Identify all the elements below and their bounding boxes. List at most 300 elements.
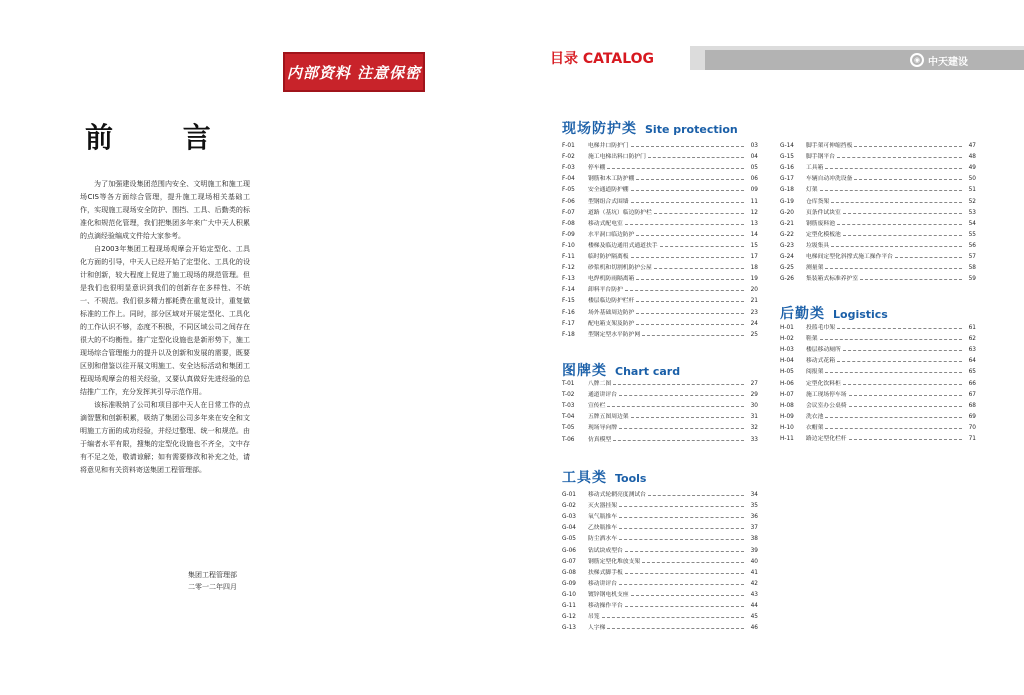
toc-leader-dots <box>837 328 962 329</box>
toc-entry-code: F-05 <box>562 187 575 194</box>
toc-entry[interactable] <box>562 193 758 204</box>
toc-entry[interactable] <box>780 431 976 442</box>
toc-entry-code: G-03 <box>562 514 576 521</box>
toc-leader-dots <box>849 439 962 440</box>
toc-entry-name: 氧气瓶推车 <box>588 514 617 521</box>
toc-entry-code: H-04 <box>780 358 794 365</box>
toc-entry-name: 移动式花箱 <box>806 358 835 365</box>
toc-leader-dots <box>837 157 962 158</box>
toc-leader-dots <box>619 584 744 585</box>
toc-entry-page: 23 <box>750 309 758 316</box>
toc-entry-name: 电焊机防雨隔离箱 <box>588 276 635 283</box>
section-title-cn: 现场防护类 <box>562 121 637 137</box>
toc-entry[interactable] <box>562 498 758 509</box>
toc-entry[interactable] <box>780 420 976 431</box>
toc-entry-name: 通道讲评台 <box>588 392 617 399</box>
toc-entry-name: 场外基础周边防护 <box>588 309 635 316</box>
toc-entry-name: 五牌五图周边架 <box>588 414 629 421</box>
toc-leader-dots <box>843 235 962 236</box>
toc-entry-name: 页条件试块室 <box>806 209 841 216</box>
toc-entry-page: 71 <box>968 436 976 443</box>
toc-entry[interactable] <box>562 260 758 271</box>
header-band-dark <box>705 50 1024 70</box>
section-title-en: Site protection <box>645 123 738 136</box>
toc-entry-name: 钢筋废料池 <box>806 220 835 227</box>
toc-entry-code: G-15 <box>780 154 794 161</box>
toc-entry-code: H-11 <box>780 436 794 443</box>
toc-entry[interactable] <box>562 587 758 598</box>
toc-entry-name: 定型化饮料柜 <box>806 380 841 387</box>
toc-entry[interactable] <box>780 193 976 204</box>
toc-entry-name: 卸料平台防护 <box>588 287 623 294</box>
toc-entry[interactable] <box>562 249 758 260</box>
toc-entry-name: 宣传栏 <box>588 403 606 410</box>
toc-entry-name: 脚手钢平台 <box>806 154 835 161</box>
toc-entry[interactable] <box>562 542 758 553</box>
section-title-en: Chart card <box>615 365 681 378</box>
toc-leader-dots <box>625 551 744 552</box>
toc-entry-page: 49 <box>968 165 976 172</box>
toc-entry-page: 53 <box>968 209 976 216</box>
toc-entry[interactable] <box>562 227 758 238</box>
toc-entry[interactable] <box>780 238 976 249</box>
toc-entry-page: 56 <box>968 242 976 249</box>
toc-entry[interactable] <box>562 409 758 420</box>
toc-entry-page: 38 <box>750 536 758 543</box>
toc-entry[interactable] <box>562 398 758 409</box>
toc-entry-name: 水平洞口临边防护 <box>588 231 635 238</box>
toc-entry-code: G-10 <box>562 591 576 598</box>
toc-entry[interactable] <box>780 149 976 160</box>
toc-entry-code: F-06 <box>562 198 575 205</box>
signature-date: 二零一二年四月 <box>188 583 237 591</box>
toc-entry[interactable] <box>562 554 758 565</box>
toc-entry-code: G-17 <box>780 176 794 183</box>
toc-leader-dots <box>843 384 962 385</box>
toc-leader-dots <box>849 395 962 396</box>
toc-entry-code: T-06 <box>562 436 575 443</box>
toc-entry-name: 钢筋定型化堆放支架 <box>588 558 641 565</box>
toc-entry-name: 配电箱支架及防护 <box>588 320 635 327</box>
toc-entry-page: 58 <box>968 265 976 272</box>
preface-paragraph: 自2003年集团工程现场观摩会开始定型化、工具化方面的引导，中天人已经开始了定型化、工具化的设计和创新，较大程度上促进了施工现场的规范管理。但是我们也很明显意识到我们的创新存在多样性、不统一、不规范。我们很多精力都耗费在重复设计，重复做标准的工作上。同时，部分区域对开展定型化、工具化的工作认识不够，态度不积极，不同区域公司之间存在很大的不均衡性。推广定型化设施也是新形势下，施工现场综合管理能力的提升以及创新和发展的需要，既要区别和借鉴以往开展文明施工、安全达标活动和集团工程现场观摩会的相关经验，又要认真做好先进经验的总结推广工作，充分发挥其引导示范作用。 <box>80 245 250 396</box>
toc-entry[interactable] <box>562 420 758 431</box>
toc-entry[interactable] <box>780 331 976 342</box>
toc-entry-code: T-05 <box>562 425 575 432</box>
toc-leader-dots <box>654 213 744 214</box>
toc-entry-code: T-01 <box>562 381 575 388</box>
toc-entry-name: 灯架 <box>806 187 818 194</box>
toc-entry-name: 楼层移动厕所 <box>806 347 841 354</box>
toc-leader-dots <box>854 179 962 180</box>
toc-entry-name: 吊笼 <box>588 614 600 621</box>
toc-entry-name: 定型化模板池 <box>806 231 841 238</box>
toc-entry[interactable] <box>780 353 976 364</box>
toc-entry-page: 25 <box>750 331 758 338</box>
toc-entry[interactable] <box>780 260 976 271</box>
toc-entry-code: G-21 <box>780 220 794 227</box>
toc-leader-dots <box>619 506 744 507</box>
toc-entry-page: 42 <box>750 580 758 587</box>
toc-entry-page: 30 <box>750 403 758 410</box>
toc-entry-code: F-17 <box>562 320 575 327</box>
toc-entry[interactable] <box>562 171 758 182</box>
toc-entry-name: 停车棚 <box>588 165 606 172</box>
toc-entry-code: G-24 <box>780 254 794 261</box>
toc-leader-dots <box>831 202 962 203</box>
toc-entry-page: 50 <box>968 176 976 183</box>
toc-entry-code: H-05 <box>780 369 794 376</box>
toc-entry-page: 12 <box>750 209 758 216</box>
toc-leader-dots <box>860 279 962 280</box>
toc-entry-page: 32 <box>750 425 758 432</box>
toc-entry[interactable] <box>562 216 758 227</box>
toc-leader-dots <box>837 361 962 362</box>
toc-entry[interactable] <box>562 149 758 160</box>
toc-leader-dots <box>642 562 744 563</box>
toc-entry[interactable] <box>562 316 758 327</box>
toc-entry-page: 46 <box>750 625 758 632</box>
toc-entry[interactable] <box>562 576 758 587</box>
toc-entry-name: 防尘洒水车 <box>588 536 617 543</box>
toc-entry[interactable] <box>562 620 758 631</box>
toc-entry-code: G-16 <box>780 165 794 172</box>
logo-icon: ◉ <box>910 53 924 67</box>
toc-entry-code: G-23 <box>780 242 794 249</box>
toc-entry-name: 八牌二图 <box>588 381 612 388</box>
toc-entry-page: 13 <box>750 220 758 227</box>
toc-entry-page: 62 <box>968 336 976 343</box>
toc-leader-dots <box>660 246 744 247</box>
toc-leader-dots <box>648 495 744 496</box>
toc-entry-page: 05 <box>750 165 758 172</box>
toc-entry-page: 09 <box>750 187 758 194</box>
toc-entry-name: 移动讲评台 <box>588 580 617 587</box>
company-logo <box>910 50 968 70</box>
toc-entry-code: F-11 <box>562 254 575 261</box>
section-title-cn: 工具类 <box>562 470 607 486</box>
toc-entry[interactable] <box>780 409 976 420</box>
toc-entry-name: 洗衣池 <box>806 413 824 420</box>
toc-entry-name: 垃圾集具 <box>806 242 830 249</box>
toc-entry-code: H-10 <box>780 424 794 431</box>
toc-entry[interactable] <box>780 182 976 193</box>
toc-entry-code: F-18 <box>562 331 575 338</box>
toc-entry-code: F-13 <box>562 276 575 283</box>
toc-entry-name: 工具箱 <box>806 165 824 172</box>
toc-entry-name: 投篮毛巾架 <box>806 325 835 332</box>
toc-leader-dots <box>613 384 744 385</box>
toc-entry[interactable] <box>780 387 976 398</box>
toc-entry-page: 57 <box>968 254 976 261</box>
toc-entry-name: 安全通道防护棚 <box>588 187 629 194</box>
section-site-protection <box>562 118 738 138</box>
toc-entry[interactable] <box>562 376 758 387</box>
toc-entry[interactable] <box>562 271 758 282</box>
toc-entry-name: 镀锌钢电机支座 <box>588 591 629 598</box>
toc-entry-name: 车辆自动冲洗设备 <box>806 176 853 183</box>
toc-leader-dots <box>625 606 744 607</box>
toc-leader-dots <box>820 339 962 340</box>
toc-entry-name: 钻试块成型台 <box>588 547 623 554</box>
toc-entry-name: 人字梯 <box>588 625 606 632</box>
toc-entry-page: 68 <box>968 402 976 409</box>
toc-leader-dots <box>642 335 744 336</box>
toc-entry-code: H-06 <box>780 380 794 387</box>
toc-entry-name: 鞋架 <box>806 336 818 343</box>
section-tools <box>562 467 646 487</box>
toc-leader-dots <box>607 628 744 629</box>
toc-entry-name: 灭火器挂架 <box>588 503 617 510</box>
toc-entry-name: 衣帽架 <box>806 424 824 431</box>
toc-leader-dots <box>843 213 962 214</box>
toc-entry[interactable] <box>562 520 758 531</box>
toc-entry-page: 43 <box>750 591 758 598</box>
toc-entry-page: 04 <box>750 154 758 161</box>
signature-department: 集团工程管理部 <box>188 571 237 579</box>
toc-leader-dots <box>825 168 962 169</box>
toc-entry[interactable] <box>562 160 758 171</box>
toc-leader-dots <box>631 417 744 418</box>
toc-entry[interactable] <box>562 609 758 620</box>
toc-entry-page: 19 <box>750 276 758 283</box>
toc-leader-dots <box>625 290 744 291</box>
toc-entry[interactable] <box>562 138 758 149</box>
toc-entry[interactable] <box>562 487 758 498</box>
toc-entry-code: G-20 <box>780 209 794 216</box>
toc-entry-page: 24 <box>750 320 758 327</box>
toc-leader-dots <box>631 595 744 596</box>
toc-leader-dots <box>625 573 744 574</box>
toc-entry[interactable] <box>562 282 758 293</box>
toc-entry-code: F-07 <box>562 209 575 216</box>
toc-entry-page: 17 <box>750 254 758 261</box>
toc-leader-dots <box>636 179 744 180</box>
toc-entry-code: F-02 <box>562 154 575 161</box>
toc-entry-page: 67 <box>968 391 976 398</box>
toc-leader-dots <box>607 406 744 407</box>
toc-entry-page: 20 <box>750 287 758 294</box>
toc-entry-page: 15 <box>750 242 758 249</box>
stamp-text: 内部资料 注意保密 <box>286 63 422 82</box>
toc-leader-dots <box>837 224 962 225</box>
toc-entry-page: 44 <box>750 603 758 610</box>
toc-entry-page: 36 <box>750 514 758 521</box>
toc-entry[interactable] <box>780 342 976 353</box>
toc-entry-name: 电梯井口防护门 <box>588 143 629 150</box>
toc-entry-code: H-03 <box>780 347 794 354</box>
toc-leader-dots <box>825 372 962 373</box>
toc-entry-page: 34 <box>750 492 758 499</box>
toc-entry-code: G-01 <box>562 492 576 499</box>
toc-entry-page: 69 <box>968 413 976 420</box>
toc-entry[interactable] <box>562 509 758 520</box>
toc-entry-name: 移动操作平台 <box>588 603 623 610</box>
toc-entry-page: 14 <box>750 231 758 238</box>
toc-entry-page: 41 <box>750 569 758 576</box>
toc-entry[interactable] <box>562 387 758 398</box>
toc-entry-name: 路边定型化栏杆 <box>806 436 847 443</box>
toc-leader-dots <box>619 528 744 529</box>
toc-leader-dots <box>825 268 962 269</box>
toc-entry[interactable] <box>780 398 976 409</box>
toc-leader-dots <box>895 257 962 258</box>
toc-leader-dots <box>631 202 744 203</box>
toc-entry-page: 70 <box>968 424 976 431</box>
toc-entry-name: 集装箱式标准养护室 <box>806 276 859 283</box>
toc-entry-page: 59 <box>968 276 976 283</box>
toc-entry-name: 钢筋和木工防护棚 <box>588 176 635 183</box>
toc-entry-name: 乙炔瓶推车 <box>588 525 617 532</box>
toc-entry[interactable] <box>562 293 758 304</box>
toc-entry-code: T-03 <box>562 403 575 410</box>
toc-entry-name: 移动式轮辋亮度测试台 <box>588 492 646 499</box>
toc-leader-dots <box>825 417 962 418</box>
toc-entry-code: G-05 <box>562 536 576 543</box>
toc-leader-dots <box>820 190 962 191</box>
toc-entry-code: G-25 <box>780 265 794 272</box>
toc-entry[interactable] <box>562 182 758 193</box>
toc-entry[interactable] <box>780 320 976 331</box>
toc-entry[interactable] <box>780 227 976 238</box>
toc-entry-page: 48 <box>968 154 976 161</box>
toc-entry-name: 砂浆机和切割机防护公屋 <box>588 265 652 272</box>
toc-entry-page: 18 <box>750 265 758 272</box>
toc-entry-page: 54 <box>968 220 976 227</box>
toc-entry[interactable] <box>562 565 758 576</box>
toc-leader-dots <box>625 224 744 225</box>
toc-leader-dots <box>602 617 744 618</box>
toc-leader-dots <box>607 168 744 169</box>
toc-entry[interactable] <box>780 249 976 260</box>
toc-entry-page: 64 <box>968 358 976 365</box>
toc-leader-dots <box>654 268 744 269</box>
toc-leader-dots <box>636 324 744 325</box>
toc-entry-code: F-16 <box>562 309 575 316</box>
toc-entry-page: 03 <box>750 143 758 150</box>
toc-entry-page: 37 <box>750 525 758 532</box>
toc-entry-code: G-22 <box>780 231 794 238</box>
toc-entry-code: G-02 <box>562 503 576 510</box>
toc-entry[interactable] <box>562 598 758 609</box>
toc-entry-page: 55 <box>968 231 976 238</box>
toc-entry-code: F-01 <box>562 143 575 150</box>
toc-entry-name: 移动式配电室 <box>588 220 623 227</box>
toc-entry-page: 06 <box>750 176 758 183</box>
toc-entry[interactable] <box>780 271 976 282</box>
toc-entry-name: 楼层临边防护栏杆 <box>588 298 635 305</box>
section-title-cn: 图牌类 <box>562 363 607 379</box>
section-title-en: Tools <box>615 472 647 485</box>
toc-leader-dots <box>631 146 744 147</box>
toc-entry-name: 扶梯式脚手板 <box>588 569 623 576</box>
preface-paragraph: 为了加强建设集团范围内安全、文明施工和施工现场CIS等各方面综合管理，提升施工现场相关基础工作，实现施工现场安全防护、围挡、工具、后勤类的标准化和规范化管理，我们把集团多年来广大中天人积累的点滴经验编成文件给大家参考。 <box>80 180 250 240</box>
toc-entry[interactable] <box>780 375 976 386</box>
toc-entry-name: 阅报架 <box>806 369 824 376</box>
toc-entry-code: G-13 <box>562 625 576 632</box>
toc-entry-code: F-03 <box>562 165 575 172</box>
toc-entry-code: T-04 <box>562 414 575 421</box>
toc-entry-code: G-04 <box>562 525 576 532</box>
toc-entry[interactable] <box>780 138 976 149</box>
toc-entry-page: 35 <box>750 503 758 510</box>
toc-leader-dots <box>854 146 962 147</box>
toc-entry[interactable] <box>562 205 758 216</box>
toc-list-tools <box>562 487 758 631</box>
toc-entry-code: F-09 <box>562 231 575 238</box>
toc-leader-dots <box>636 313 744 314</box>
toc-entry[interactable] <box>780 364 976 375</box>
toc-entry[interactable] <box>780 205 976 216</box>
catalog-title: 目录 CATALOG <box>550 51 655 67</box>
toc-leader-dots <box>825 428 962 429</box>
preface-signature <box>188 569 237 593</box>
section-title-cn: 后勤类 <box>780 306 825 322</box>
toc-entry-page: 51 <box>968 187 976 194</box>
toc-entry-name: 测量架 <box>806 265 824 272</box>
toc-entry-page: 11 <box>750 198 758 205</box>
toc-leader-dots <box>636 235 744 236</box>
toc-entry[interactable] <box>562 304 758 315</box>
toc-entry[interactable] <box>780 160 976 171</box>
toc-entry-name: 型钢定型水平防护网 <box>588 331 641 338</box>
preface-paragraph: 该标准吸纳了公司和项目部中天人在日常工作的点滴智慧和创新积累，吸纳了集团公司多年来在安全和文明施工方面的成功经验，并经过整理、统一和规范。由于编者水平有限，搜集的定型化设施也不齐全，文中存有不足之处，敬请谅解；如有需要修改和补充之处，请将意见和有关资料寄送集团工程管理部。 <box>80 401 250 474</box>
toc-entry[interactable] <box>780 171 976 182</box>
toc-leader-dots <box>619 517 744 518</box>
toc-leader-dots <box>619 395 744 396</box>
toc-entry-page: 47 <box>968 143 976 150</box>
toc-entry-code: F-12 <box>562 265 575 272</box>
toc-entry-code: G-11 <box>562 603 576 610</box>
toc-entry-page: 66 <box>968 380 976 387</box>
toc-entry-code: G-19 <box>780 198 794 205</box>
toc-entry-code: G-12 <box>562 614 576 621</box>
toc-entry-code: H-01 <box>780 325 794 332</box>
preface-body <box>80 178 250 477</box>
toc-entry-page: 33 <box>750 436 758 443</box>
toc-entry[interactable] <box>562 431 758 442</box>
toc-entry[interactable] <box>562 327 758 338</box>
toc-entry-code: F-10 <box>562 242 575 249</box>
toc-entry-page: 29 <box>750 392 758 399</box>
toc-leader-dots <box>619 539 744 540</box>
toc-entry-name: 型钢组合式围墙 <box>588 198 629 205</box>
toc-entry-page: 45 <box>750 614 758 621</box>
toc-entry[interactable] <box>780 216 976 227</box>
toc-entry-page: 40 <box>750 558 758 565</box>
toc-list-logistics <box>780 320 976 442</box>
toc-entry-code: G-08 <box>562 569 576 576</box>
toc-entry-name: 楼梯及临边通用式通道扶手 <box>588 242 658 249</box>
toc-leader-dots <box>648 157 744 158</box>
toc-entry-page: 52 <box>968 198 976 205</box>
toc-entry[interactable] <box>562 238 758 249</box>
toc-leader-dots <box>613 440 744 441</box>
toc-entry-code: H-09 <box>780 413 794 420</box>
toc-entry-name: 仓库货架 <box>806 198 830 205</box>
toc-entry-code: G-18 <box>780 187 794 194</box>
toc-entry[interactable] <box>562 531 758 542</box>
toc-entry-code: F-14 <box>562 287 575 294</box>
toc-entry-code: F-08 <box>562 220 575 227</box>
toc-entry-name: 施工现场停车场 <box>806 391 847 398</box>
toc-entry-page: 31 <box>750 414 758 421</box>
toc-leader-dots <box>636 301 744 302</box>
toc-entry-name: 施工电梯出料口防护门 <box>588 154 646 161</box>
toc-entry-page: 27 <box>750 381 758 388</box>
toc-entry-code: H-08 <box>780 402 794 409</box>
logo-text: 中天建设 <box>928 56 968 68</box>
